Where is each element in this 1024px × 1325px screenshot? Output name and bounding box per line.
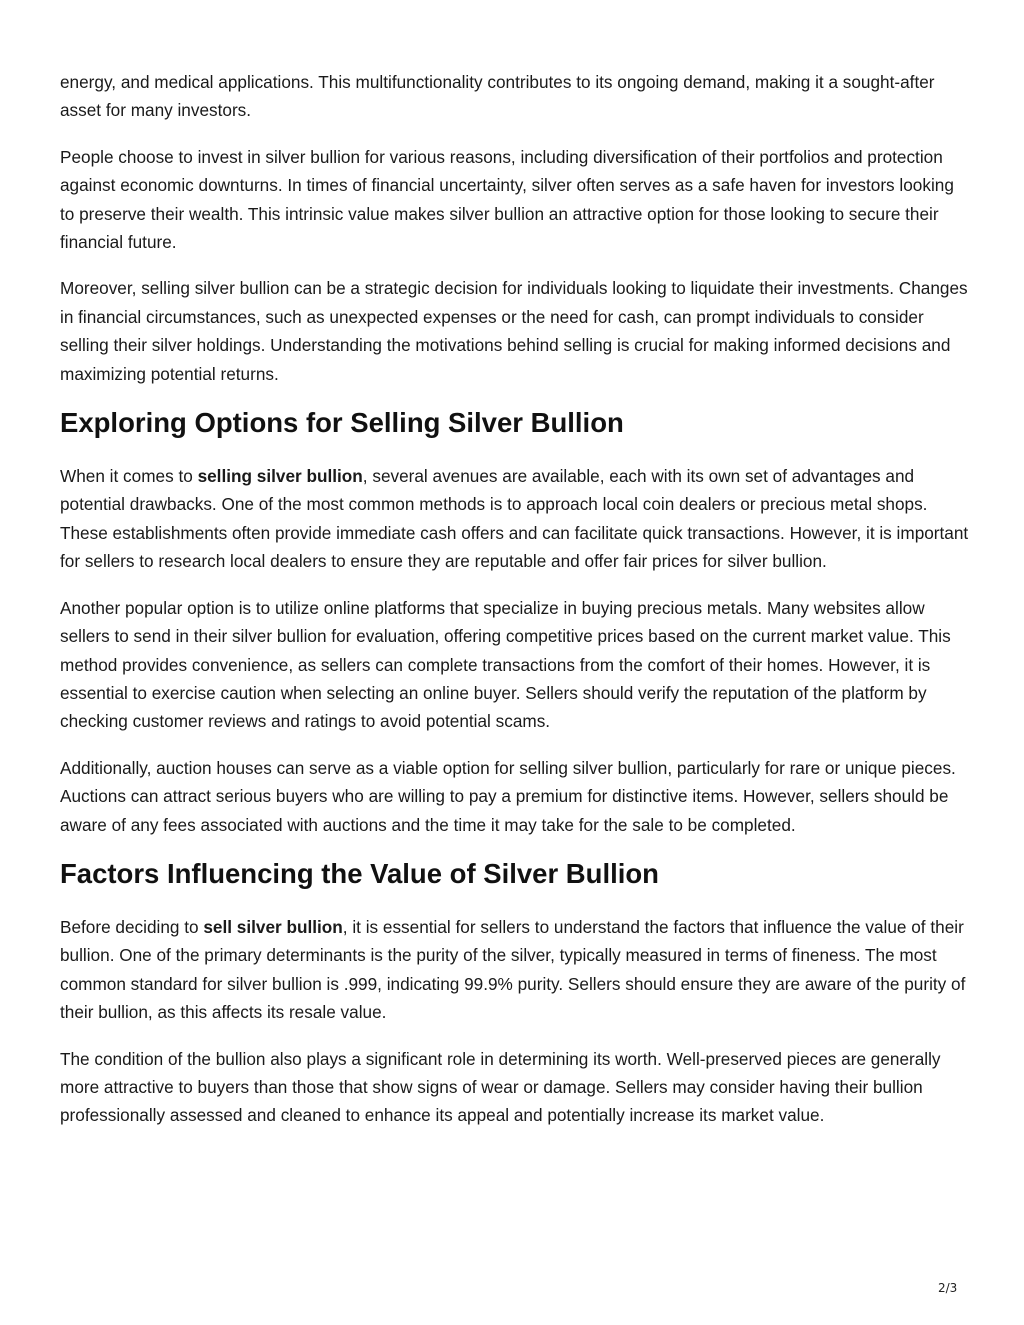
section1-paragraph-1 <box>60 462 970 576</box>
section-heading-value-factors: Factors Influencing the Value of Silver Bullion <box>60 857 659 889</box>
section1-p1-lead-text: When it comes to <box>60 466 198 487</box>
section2-p1-lead-text: Before deciding to <box>60 916 204 937</box>
section2-paragraph-1 <box>60 913 970 1027</box>
document-page <box>60 68 970 1148</box>
section1-paragraph-3: Additionally, auction houses can serve as a viable option for selling silver bullion, particularly for rare or unique pieces. Auctions can attract serious buyers who are willing to pay a premium for distinctive items. However, sellers should be aware of any fees associated with auctions and the time it may take for the sale to be completed. <box>60 757 956 835</box>
section2-paragraph-2: The condition of the bullion also plays a significant role in determining its worth. Well-preserved pieces are generally more attractive to buyers than those that show signs of wear or damage. Sellers may consider having their bullion professionally assessed and cleaned to enhance its appeal and potentially increase its market value. <box>60 1048 941 1126</box>
selling-silver-bullion-keyword: selling silver bullion <box>197 466 363 487</box>
intro-paragraph-2: People choose to invest in silver bullion for various reasons, including diversification of their portfolios and protection against economic downturns. In times of financial uncertainty, silver often serves as a safe haven for investors looking to preserve their wealth. This intrinsic value makes silver bullion an attractive option for those looking to secure their financial future. <box>60 146 954 253</box>
page-number: 2/3 <box>938 1281 958 1295</box>
section1-paragraph-2: Another popular option is to utilize online platforms that specialize in buying precious metals. Many websites allow sellers to send in their silver bullion for evaluation, offering competitive prices based on the current market value. This method provides convenience, as sellers can complete transactions from the comfort of their homes. However, it is essential to exercise caution when selecting an online buyer. Sellers should verify the reputation of the platform by checking customer reviews and ratings to avoid potential scams. <box>60 597 951 732</box>
section1-p1-body-text: , several avenues are available, each with its own set of advantages and potential drawbacks. One of the most common methods is to approach local coin dealers or precious metal shops. These establishments often provide immediate cash offers and can facilitate quick transactions. However, it is important for sellers to research local dealers to ensure they are reputable and offer fair prices for silver bullion. <box>60 466 969 572</box>
intro-paragraph-3: Moreover, selling silver bullion can be a strategic decision for individuals looking to liquidate their investments. Changes in financial circumstances, such as unexpected expenses or the need for cash, can prompt individuals to consider selling their silver holdings. Understanding the motivations behind selling is crucial for making informed decisions and maximizing potential returns. <box>60 278 968 384</box>
sell-silver-bullion-keyword: sell silver bullion <box>203 916 343 937</box>
section2-p1-body-text: , it is essential for sellers to understand the factors that influence the value of their bullion. One of the primary determinants is the purity of the silver, typically measured in terms of fineness. The most common standard for silver bullion is .999, indicating 99.9% purity. Sellers should ensure they are aware of the purity of their bullion, as this affects its resale value. <box>60 916 966 1023</box>
intro-paragraph-1: energy, and medical applications. This multifunctionality contributes to its ongoing demand, making it a sought-after asset for many investors. <box>60 72 935 121</box>
section-heading-exploring-options: Exploring Options for Selling Silver Bullion <box>60 407 624 439</box>
